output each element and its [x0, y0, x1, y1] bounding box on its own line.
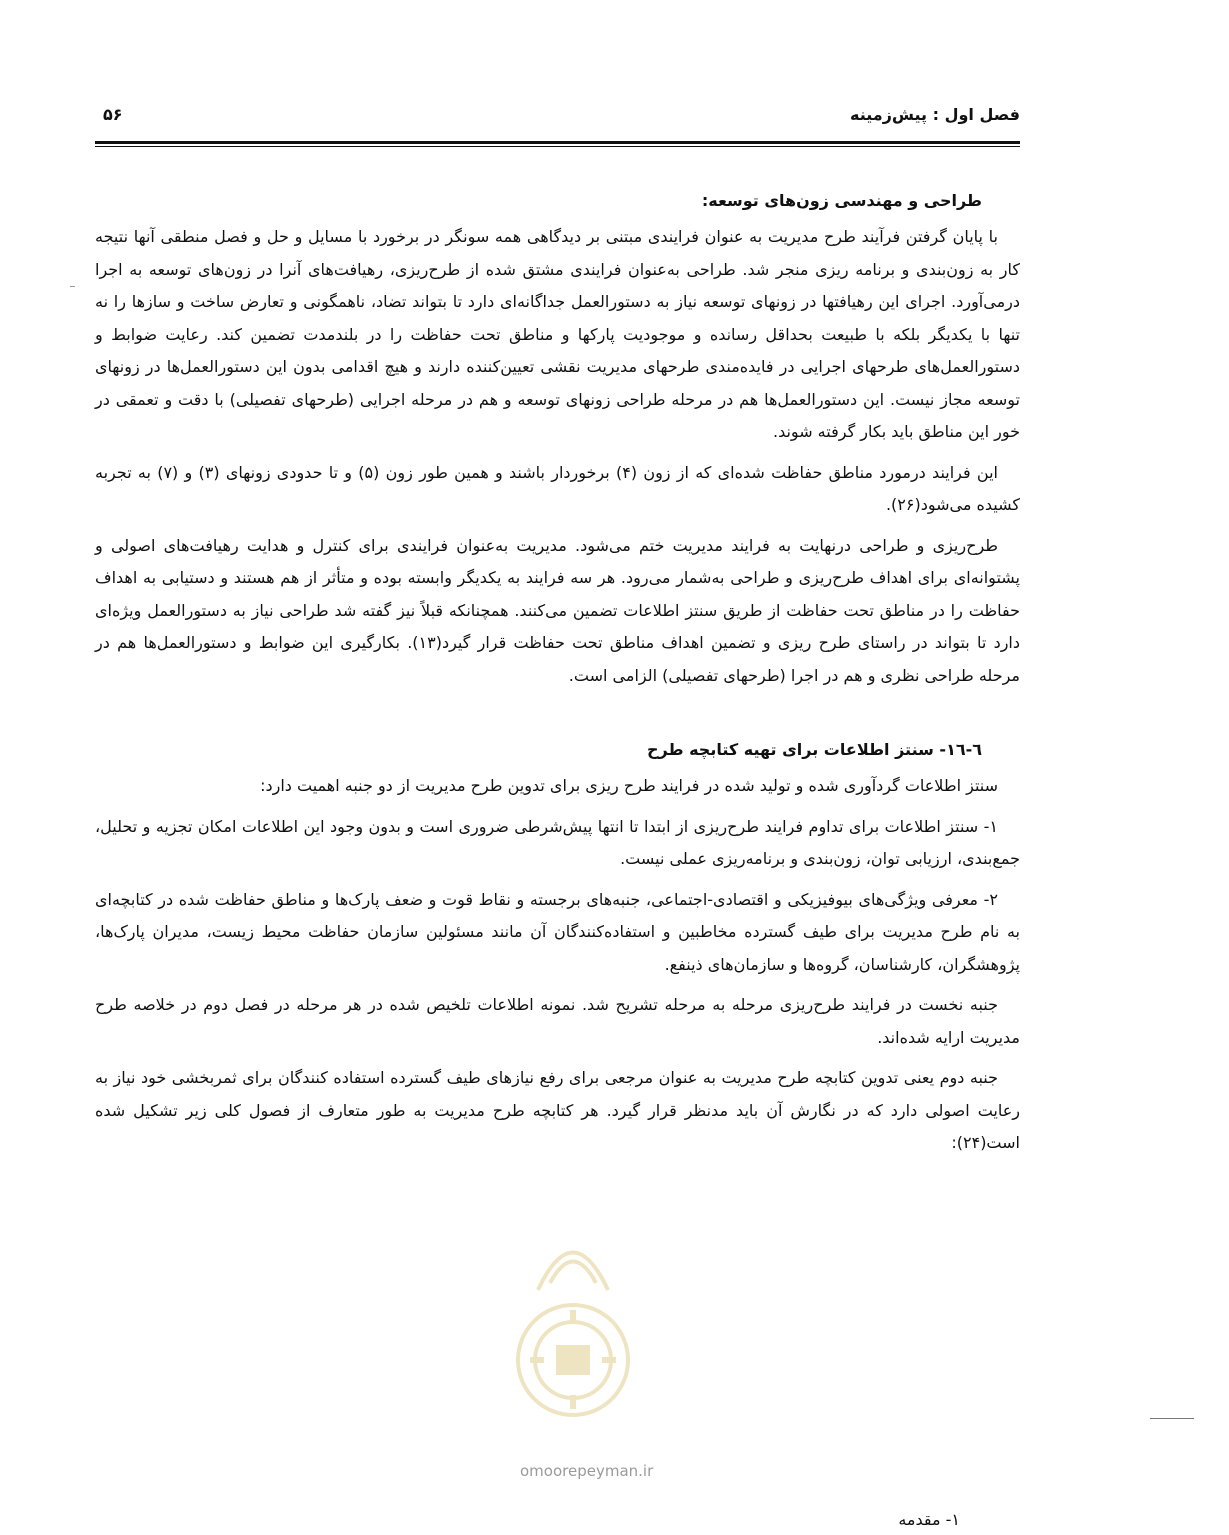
- margin-tick: [1150, 1418, 1194, 1419]
- paragraph: با پایان گرفتن فرآیند طرح مدیریت به عنوان فرایندی مبتنی بر دیدگاهی همه سونگر در برخورد با مسایل و حل و فصل منطقی آنها نتیجه کار به زون‌بندی و برنامه ریزی منجر شد. طراحی به‌عنوان فرایندی مشتق شده از طرح‌ریزی، رهیافت‌های آنرا در زون‌های توسعه به اجرا درمی‌آورد. اجرای این رهیافتها در زونهای توسعه نیاز به دستورالعمل جداگانه‌ای دارد تا بتواند تضاد، ناهمگونی و تعارض ساخت و سازها را نه تنها با یکدیگر بلکه با طبیعت بحداقل رسانده و موجودیت پارکها و مناطق تحت حفاظت را در بلندمدت تضمین کند. رعایت ضوابط و دستورالعمل‌های طرحهای اجرایی در فایده‌مندی طرحهای مدیریت نقشی تعیین‌کننده دارند و هیچ اقدامی بدون این دستورالعمل‌ها در زونهای توسعه مجاز نیست. این دستورالعمل‌ها هم در مرحله طراحی زونهای توسعه و هم در مرحله اجرایی (طرحهای تفصیلی) با دقت و تعمقی در خور این مناطق باید بکار گرفته شوند.: [95, 227, 1020, 441]
- running-header: [95, 100, 1020, 134]
- paragraph: جنبه دوم یعنی تدوین کتابچه طرح مدیریت به عنوان مرجعی برای رفع نیازهای طیف گسترده استفاده کنندگان برای ثمربخشی خود نیاز به رعایت اصولی دارد که در نگارش آن باید مدنظر قرار گیرد. هر کتابچه طرح مدیریت به طور متعارف از فصول کلی زیر تشکیل شده است(۲۴):: [95, 1068, 1020, 1152]
- numbered-paragraph: ۲- معرفی ویژگی‌های بیوفیزیکی و اقتصادی-اجتماعی، جنبه‌های برجسته و نقاط قوت و ضعف پارک‌ها و مناطق حفاظت شده در کتابچه‌ای به نام طرح مدیریت برای طیف گسترده مخاطبین و استفاده‌کنندگان آن مانند مسئولین سازمان حفاظت محیط زیست، مدیران پارک‌ها، پژوهشگران، کارشناسان، گروه‌ها و سازمان‌های ذینفع.: [95, 889, 1020, 974]
- chapter-title: فصل اول : پیش‌زمینه: [850, 105, 1020, 124]
- section-heading-synthesis: ٦-١٦- سنتز اطلاعات برای تهیه کتابچه طرح: [646, 740, 982, 759]
- numbered-paragraph: ۱- سنتز اطلاعات برای تداوم فرایند طرح‌ریزی از ابتدا تا انتها پیش‌شرطی ضروری است و بدون وجود این اطلاعات امکان تجزیه و تحلیل، جمع‌بندی، ارزیابی توان، زون‌بندی و برنامه‌ریزی عملی نیست.: [95, 816, 1020, 868]
- header-rule-thick: [95, 141, 1020, 144]
- page-number: ۵۶: [103, 105, 123, 124]
- header-rule-thin: [95, 146, 1020, 147]
- paragraph: طرح‌ریزی و طراحی درنهایت به فرایند مدیریت ختم می‌شود. مدیریت به‌عنوان فرایندی برای کنترل و هدایت رهیافت‌های اصولی و پشتوانه‌ای برای اهداف طرح‌ریزی و طراحی به‌شمار می‌رود. هر سه فرایند به یکدیگر وابسته بوده و متأثر از هم هستند و دستیابی به اهداف حفاظت را در مناطق تحت حفاظت از طریق سنتز اطلاعات تضمین می‌کنند. همچنانکه قبلاً نیز گفته شد طراحی نیاز به دستورالعمل ویژه‌ای دارد تا بتواند در راستای طرح ریزی و تضمین اهداف مناطق تحت حفاظت قرار گیرد(۱۳). بکارگیری این ضوابط و دستورالعمل‌ها هم در مرحله طراحی نظری و هم در اجرا (طرحهای تفصیلی) الزامی است.: [95, 535, 1021, 685]
- paragraph: سنتز اطلاعات گردآوری شده و تولید شده در فرایند طرح ریزی برای تدوین طرح مدیریت از دو جنبه اهمیت دارد:: [260, 776, 998, 795]
- watermark-seal-logo: [498, 1195, 648, 1445]
- watermark-url: omoorepeyman.ir: [520, 1462, 654, 1480]
- paragraph: جنبه نخست در فرایند طرح‌ریزی مرحله به مرحله تشریح شد. نمونه اطلاعات تلخیص شده در هر مرحله در فصل دوم در خلاصه طرح مدیریت ارایه شده‌اند.: [95, 995, 1020, 1047]
- body-text: [95, 185, 1020, 1168]
- paragraph: این فرایند درمورد مناطق حفاظت شده‌ای که از زون (۴) برخوردار باشند و همین طور زون (۵) و تا حدودی زونهای (۳) و (۷) به تجربه کشیده می‌شود(۲۶).: [95, 462, 1020, 514]
- margin-mark: [70, 286, 75, 287]
- section-heading-development-zones: طراحی و مهندسی زون‌های توسعه:: [701, 191, 982, 210]
- list-item: ۱- مقدمه: [898, 1510, 960, 1529]
